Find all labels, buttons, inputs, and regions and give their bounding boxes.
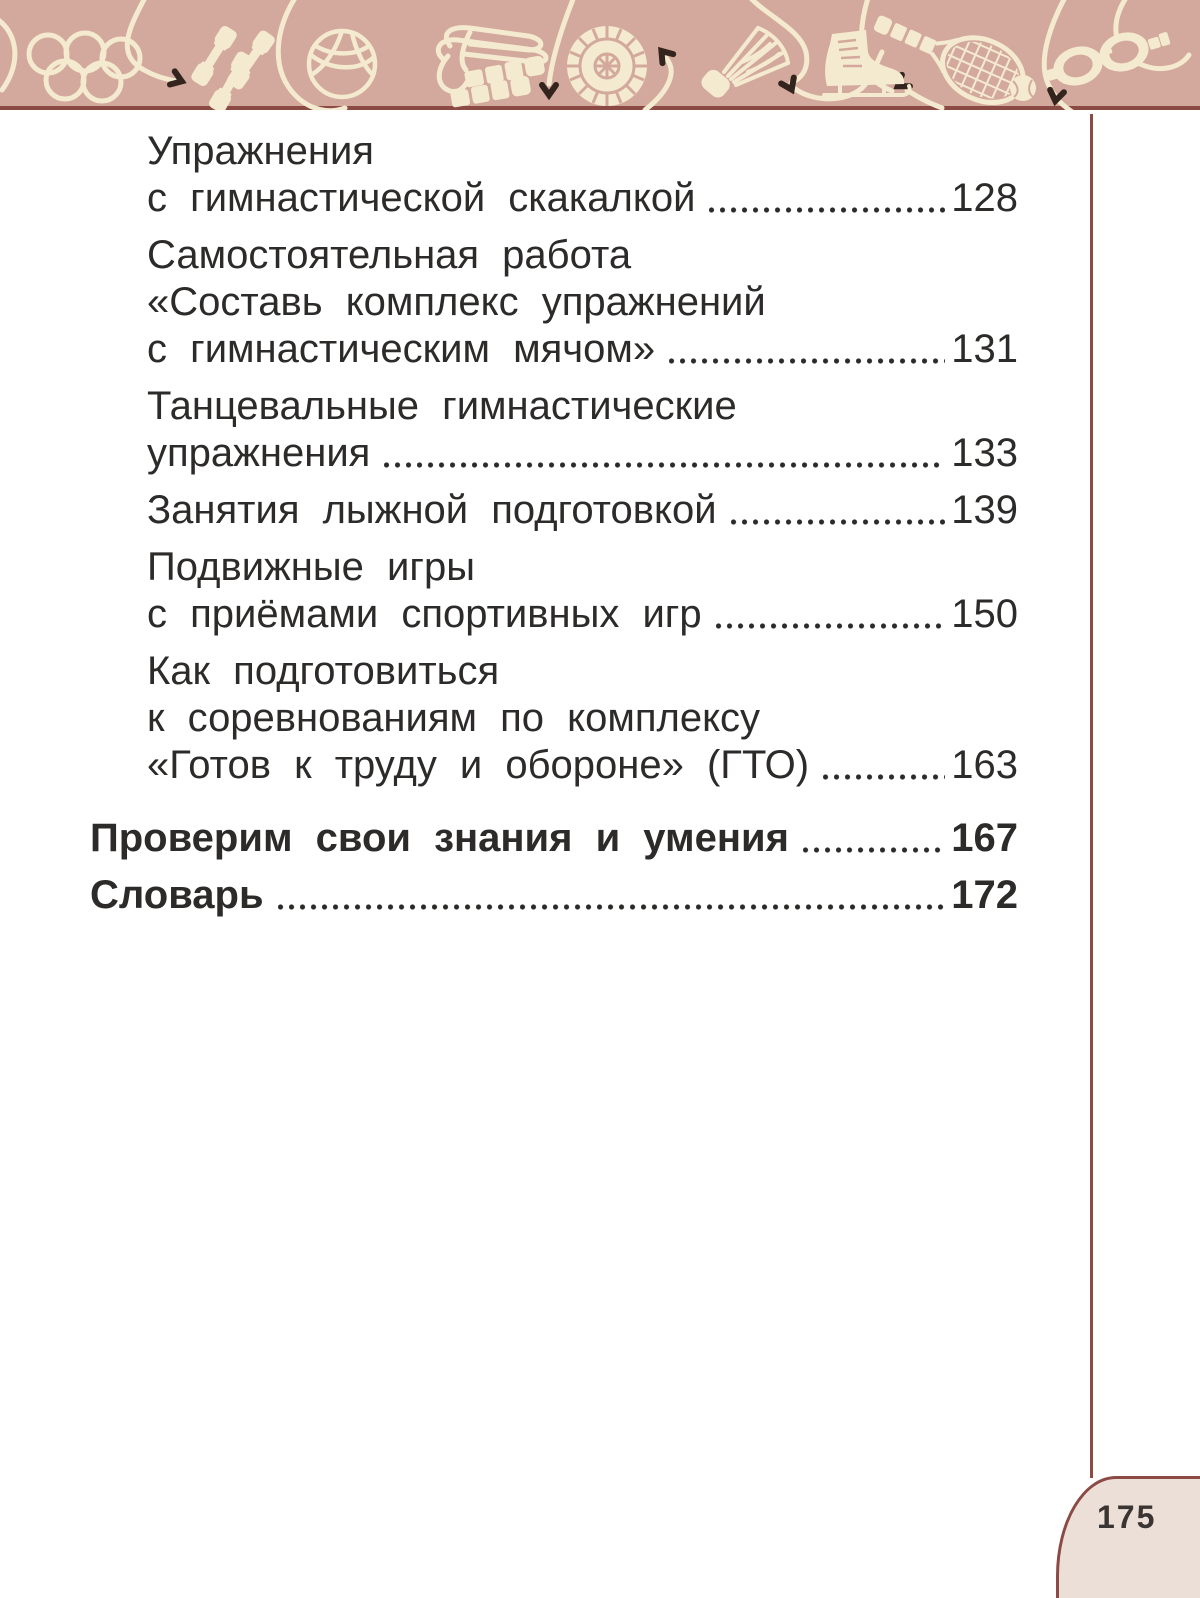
toc-dot-leader (384, 462, 945, 468)
toc-line (147, 383, 1018, 430)
toc-dot-leader (803, 847, 945, 853)
toc-entry-title: Проверим свои знания и умения (90, 816, 789, 860)
toc-entry-title: Самостоятельная работа (147, 233, 632, 277)
toc-entry-title: упражнения (147, 431, 371, 475)
toc-line (147, 128, 1018, 175)
toc-entry-title: к соревнованиям по комплексу (147, 696, 761, 740)
toc-line (147, 232, 1018, 279)
toc-dot-leader (669, 358, 945, 364)
toc-page-number: 163 (951, 743, 1018, 787)
toc-entry (90, 128, 1018, 222)
toc-page-number: 133 (951, 431, 1018, 475)
toc-entry-title: «Готов к труду и обороне» (ГТО) (147, 743, 810, 787)
toc-line (147, 430, 1018, 477)
toc-entry-title: Упражнения (147, 129, 374, 173)
volleyball-icon (309, 31, 375, 97)
toc-dot-leader (709, 207, 945, 213)
toc-line (147, 648, 1018, 695)
tennis-ball-icon (1010, 75, 1036, 101)
toc-page-number: 128 (951, 176, 1018, 220)
toc-entry-title: Подвижные игры (147, 545, 475, 589)
toc-line (147, 326, 1018, 373)
toc-list (90, 128, 1018, 929)
sports-header-art (0, 0, 1200, 110)
toc-line (147, 544, 1018, 591)
toc-entry-title: Танцевальные гимнастические (147, 384, 737, 428)
toc-entry-title: с гимнастической скакалкой (147, 176, 696, 220)
toc-entry (90, 648, 1018, 789)
toc-entry (90, 487, 1018, 534)
toc-page-number: 150 (951, 592, 1018, 636)
toc-line (147, 279, 1018, 326)
page-number-badge (1056, 1476, 1200, 1598)
toc-entry-title: с приёмами спортивных игр (147, 592, 702, 636)
page-number: 175 (1097, 1499, 1157, 1535)
toc-dot-leader (278, 904, 946, 910)
toc-page-number: 139 (951, 488, 1018, 532)
toc-page-number: 131 (951, 327, 1018, 371)
sports-header (0, 0, 1200, 110)
toc-line (147, 742, 1018, 789)
toc-entry-title: с гимнастическим мячом» (147, 327, 656, 371)
toc-page-number: 167 (951, 816, 1018, 860)
toc-page-number: 172 (951, 873, 1018, 917)
toc-dot-leader (731, 519, 946, 525)
swim-goggles-icon (1042, 20, 1175, 93)
jump-rope-icon (438, 28, 546, 108)
toc-line (90, 872, 1018, 919)
olympic-rings-icon (29, 33, 140, 101)
toc-line (147, 175, 1018, 222)
toc-entry (90, 872, 1018, 919)
toc-entry-title: Словарь (90, 873, 264, 917)
toc-entry (90, 544, 1018, 638)
toc-line (147, 591, 1018, 638)
toc-entry (90, 232, 1018, 373)
toc-line (147, 487, 1018, 534)
toc-entry (90, 383, 1018, 477)
toc-entry (90, 815, 1018, 862)
toc-entry-title: «Составь комплекс упражнений (147, 280, 766, 324)
toc-entry-title: Как подготовиться (147, 649, 500, 693)
toc-dot-leader (823, 774, 945, 780)
right-margin-rule (1090, 114, 1093, 1478)
dumbbells-icon (189, 24, 276, 110)
toc-dot-leader (716, 623, 946, 629)
wheel-icon (567, 26, 647, 106)
toc-line (147, 695, 1018, 742)
toc-line (90, 815, 1018, 862)
toc-entry-title: Занятия лыжной подготовкой (147, 488, 717, 532)
shuttlecock-icon (698, 28, 788, 101)
